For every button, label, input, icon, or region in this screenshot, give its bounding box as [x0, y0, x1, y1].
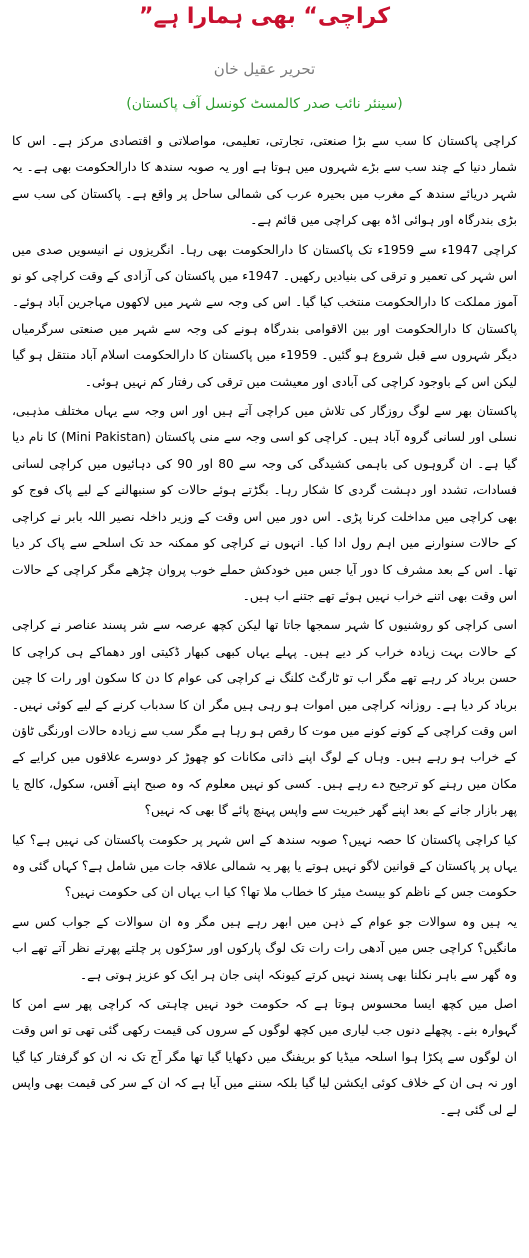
article-body: [12, 128, 517, 1126]
paragraph-5: کیا کراچی پاکستان کا حصہ نہیں؟ صوبہ سندھ کے اس شہر پر حکومت پاکستان کی نہیں ہے؟ کیا یہاں پر پاکستان کے قوانین لاگو نہیں ہوتے یا پھر یہ شمالی علاقہ جات میں شامل ہے؟ کہاں گئی وہ حکومت جس کے ناظم کو بیسٹ میئر کا خطاب ملا تھا؟ کیا اب یہاں ان کی حکومت نہیں؟: [12, 832, 517, 900]
paragraph-2: کراچی 1947ء سے 1959ء تک پاکستان کا دارالحکومت بھی رہا۔ انگریزوں نے انیسویں صدی میں اس شہر کی تعمیر و ترقی کی بنیادیں رکھیں۔ 1947ء میں پاکستان کی آزادی کے وقت کراچی کو نو آموز مملکت کا دارالحکومت منتخب کیا گیا۔ اس کی وجہ سے شہر میں لاکھوں مہاجرین آباد ہوئے۔ پاکستان کا دارالحکومت اور بین الاقوامی بندرگاہ ہونے کی وجہ سے شہر میں صنعتی سرگرمیاں دیگر شہروں سے قبل شروع ہو گئیں۔ 1959ء میں پاکستان کا دارالحکومت اسلام آباد منتقل ہو گیا لیکن اس کے باوجود کراچی کی آبادی اور معیشت میں ترقی کی رفتار کم نہیں ہوئی۔: [12, 242, 517, 389]
article-author: تحریر عقیل خان: [213, 60, 316, 78]
paragraph-7: اصل میں کچھ ایسا محسوس ہوتا ہے کہ حکومت خود نہیں چاہتی کہ کراچی پھر سے امن کا گہوارہ بنے۔ پچھلے دنوں جب لیاری میں کچھ لوگوں کے سروں کی قیمت رکھی گئی تھی تو اس وقت ان لوگوں سے پکڑا ہوا اسلحہ میڈیا کو بریفنگ میں دکھایا گیا تھا مگر آج تک نہ ان کو گرفتار کیا گیا اور نہ ہی ان کے خلاف کوئی ایکشن لیا گیا بلکہ سننے میں آیا ہے کہ ان کے سر کی قیمت بھی واپس لے لی گئی ہے۔: [12, 997, 517, 1117]
paragraph-1: کراچی پاکستان کا سب سے بڑا صنعتی، تجارتی، تعلیمی، مواصلاتی و اقتصادی مرکز ہے۔ اس کا شمار دنیا کے چند سب سے بڑے شہروں میں ہوتا ہے اور یہ صوبہ سندھ کا دارالحکومت بھی ہے۔ یہ شہر دریائے سندھ کے مغرب میں بحیرہ عرب کی شمالی ساحل پر واقع ہے۔ پاکستان کی سب سے بڑی بندرگاہ اور ہوائی اڈہ بھی کراچی میں قائم ہے۔: [12, 134, 517, 228]
article-subtitle: (سینئر نائب صدر کالمسٹ کونسل آف پاکستان): [126, 96, 403, 112]
paragraph-3: پاکستان بھر سے لوگ روزگار کی تلاش میں کراچی آتے ہیں اور اس وجہ سے یہاں مختلف مذہبی، نسلی اور لسانی گروہ آباد ہیں۔ کراچی کو اسی وجہ سے منی پاکستان (Mini Pakistan) کا نام دیا گیا ہے۔ ان گروہوں کی باہمی کشیدگی کی وجہ سے 80 اور 90 کی دہائیوں میں کراچی لسانی فسادات، تشدد اور دہشت گردی کا شکار رہا۔ بگڑتے ہوئے حالات کو سنبھالنے کے لیے پاک فوج کو بھی کراچی میں مداخلت کرنا پڑی۔ اس دور میں اس وقت کے وزیر داخلہ نصیر اللہ بابر نے کراچی کے حالات سنوارنے میں اہم رول ادا کیا۔ انہوں نے کراچی کو ممکنہ حد تک اسلحے سے پاک کر دیا تھا۔ اس کے بعد مشرف کا دور آیا جس میں خودکش حملے خوب پروان چڑھے مگر کراچی کے حالات اس وقت بھی اتنے خراب نہیں ہوئے تھے جتنے اب ہیں۔: [12, 404, 518, 603]
article-title: ”کراچی“ بھی ہمارا ہے: [139, 4, 390, 29]
paragraph-4: اسی کراچی کو روشنیوں کا شہر سمجھا جاتا تھا لیکن کچھ عرصہ سے شر پسند عناصر نے کراچی کے حالات بہت زیادہ خراب کر دیے ہیں۔ پہلے یہاں کبھی کبھار ڈکیتی اور دھماکے ہی کراچی کا حسن برباد کر رہے تھے مگر اب تو ٹارگٹ کلنگ نے کراچی کی عوام کا دن کا سکون اور رات کا چین برباد کر دیا ہے۔ روزانہ کراچی میں اموات ہو رہی ہیں مگر ان کا سدباب کرنے کے لیے کوئی نہیں۔ اس وقت کراچی کے کونے کونے میں موت کا رقص ہو رہا ہے مگر سب سے زیادہ حالات اورنگی ٹاؤن کے خراب ہو رہے ہیں۔ وہاں کے لوگ اپنے ذاتی مکانات کو چھوڑ کر دوسرے علاقوں میں کرایے کے مکان میں رہنے کو ترجیح دے رہے ہیں۔ کسی کو نہیں معلوم کہ وہ صبح اپنے آفس، سکول، کالج یا پھر بازار جانے کے بعد اپنے گھر خیریت سے واپس پہنچ پائے گا بھی کہ نہیں؟: [12, 618, 517, 818]
paragraph-6: یہ ہیں وہ سوالات جو عوام کے ذہن میں ابھر رہے ہیں مگر وہ ان سوالات کے جواب کس سے مانگیں؟ کراچی جس میں آدھی رات رات تک لوگ پارکوں اور سڑکوں پر چلتے پھرتے نظر آتے تھے اب وہ گھر سے باہر نکلنا بھی پسند نہیں کرتے کیونکہ اپنی جان ہر ایک کو عزیز ہوتی ہے۔: [12, 914, 517, 982]
